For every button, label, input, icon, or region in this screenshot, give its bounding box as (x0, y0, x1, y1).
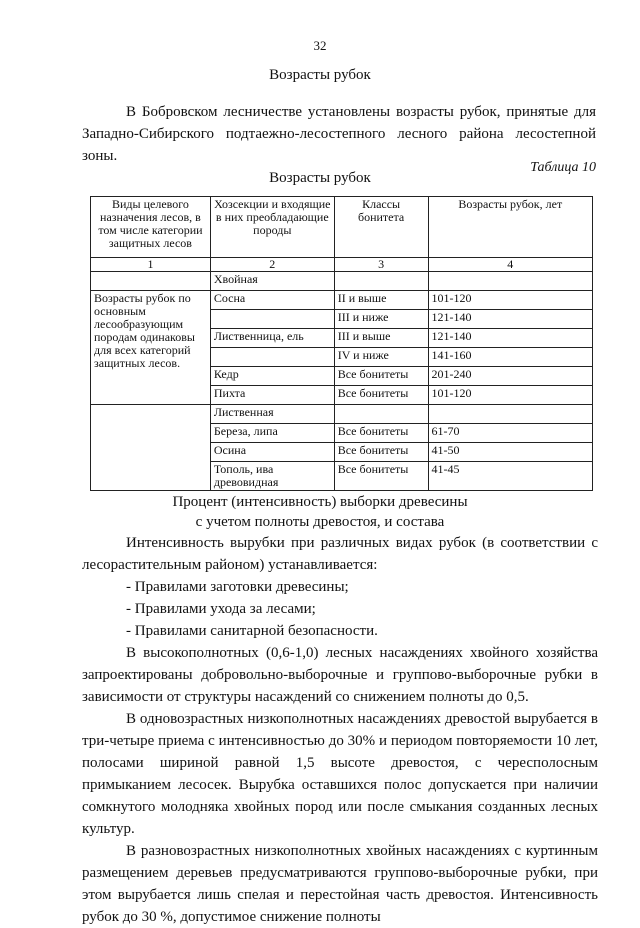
bonitet-cell: Все бонитеты (334, 443, 428, 462)
species-cell: Лиственница, ель (210, 329, 334, 348)
age-cell (428, 405, 592, 424)
species-cell: Тополь, ива древовидная (210, 462, 334, 491)
species-cell: Береза, липа (210, 424, 334, 443)
page-title: Возрасты рубок (269, 67, 371, 83)
table-row (91, 405, 593, 424)
species-cell: Сосна (210, 291, 334, 310)
age-cell: 41-50 (428, 443, 592, 462)
age-cell: 101-120 (428, 291, 592, 310)
column-number: 3 (334, 258, 428, 272)
age-cell: 61-70 (428, 424, 592, 443)
bonitet-cell: II и выше (334, 291, 428, 310)
species-cell: Кедр (210, 367, 334, 386)
section-title (0, 492, 640, 532)
paragraph: В разновозрастных низкополнотных хвойных насаждениях с куртинным размещением деревьев предусматриваются группово-выборочные рубки, при этом вырубается лишь спелая и перестойная часть древостоя. Интенсивность рубок до 30 %, допустимое снижение полноты (82, 843, 598, 925)
column-number: 2 (210, 258, 334, 272)
table-row (91, 291, 593, 310)
age-cell: 121-140 (428, 310, 592, 329)
section-title-line: с учетом полноты древостоя, и состава (195, 514, 445, 530)
list-item: - Правилами заготовки древесины; (126, 579, 349, 595)
intro-paragraph (82, 101, 596, 167)
age-cell: 41-45 (428, 462, 592, 491)
bonitet-cell (334, 272, 428, 291)
bonitet-cell: IV и ниже (334, 348, 428, 367)
age-cell: 101-120 (428, 386, 592, 405)
species-cell: Пихта (210, 386, 334, 405)
species-cell (210, 348, 334, 367)
header-cell: Классы бонитета (334, 197, 428, 258)
bonitet-cell (334, 405, 428, 424)
header-cell: Хозсекции и входящие в них преобладающие породы (210, 197, 334, 258)
header-cell: Возрасты рубок, лет (428, 197, 592, 258)
age-cell (428, 272, 592, 291)
table-row (91, 272, 593, 291)
bonitet-cell: III и ниже (334, 310, 428, 329)
header-cell: Виды целевого назначения лесов, в том числе категории защитных лесов (91, 197, 211, 258)
page-number: 32 (313, 38, 327, 53)
bonitet-cell: Все бонитеты (334, 424, 428, 443)
species-cell: Лиственная (210, 405, 334, 424)
cutting-age-table (90, 196, 593, 491)
paragraph: В высокополнотных (0,6-1,0) лесных насаждениях хвойного хозяйства запроектированы добровольно-выборочные и группово-выборочные рубки в зависимости от структуры насаждений со снижением полноты до 0,5. (82, 645, 598, 705)
age-cell: 141-160 (428, 348, 592, 367)
view-cell: Возрасты рубок по основным лесообразующим породам одинаковы для всех категорий защитных лесов. (91, 291, 211, 405)
bonitet-cell: Все бонитеты (334, 386, 428, 405)
bonitet-cell: III и выше (334, 329, 428, 348)
view-cell-top (91, 272, 211, 291)
list-item: - Правилами ухода за лесами; (126, 601, 316, 617)
body-text (82, 532, 598, 928)
bonitet-cell: Все бонитеты (334, 462, 428, 491)
species-cell: Хвойная (210, 272, 334, 291)
paragraph: В одновозрастных низкополнотных насаждениях древостой вырубается в три-четыре приема с интенсивностью до 30% и периодом повторяемости 10 лет, полосами шириной равной 1,5 высоте древостоя, с чересполосным примыканием лесосек. Вырубка оставшихся полос допускается при наличии сомкнутого молодняка хвойных пород или после смыкания созданных лесных культур. (82, 711, 598, 837)
species-cell (210, 310, 334, 329)
table-label: Таблица 10 (530, 160, 596, 175)
age-cell: 201-240 (428, 367, 592, 386)
column-number-row (91, 258, 593, 272)
section-title-line: Процент (интенсивность) выборки древесины (172, 494, 468, 510)
bonitet-cell: Все бонитеты (334, 367, 428, 386)
table-title: Возрасты рубок (269, 170, 371, 186)
intro-text: В Бобровском лесничестве установлены возрасты рубок, принятые для Западно-Сибирского подтаежно-лесостепного лесного района лесостепной зоны. (82, 104, 596, 164)
paragraph: Интенсивность вырубки при различных видах рубок (в соответствии с лесорастительным районом) устанавливается: (82, 535, 598, 573)
age-cell: 121-140 (428, 329, 592, 348)
list-item: - Правилами санитарной безопасности. (126, 623, 378, 639)
column-number: 1 (91, 258, 211, 272)
column-number: 4 (428, 258, 592, 272)
table-header-row (91, 197, 593, 258)
view-cell-bottom (91, 405, 211, 491)
species-cell: Осина (210, 443, 334, 462)
